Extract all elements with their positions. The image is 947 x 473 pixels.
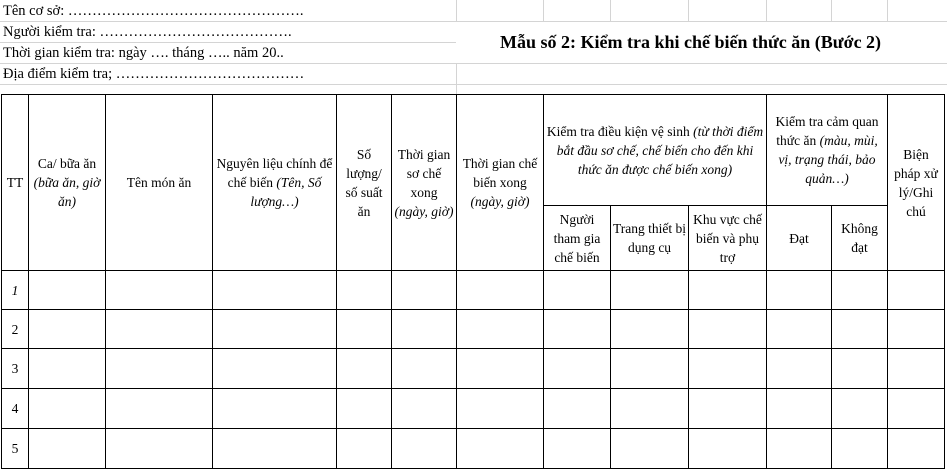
equipment-cell[interactable] xyxy=(611,389,689,429)
equipment-cell[interactable] xyxy=(611,349,689,389)
header-pass: Đạt xyxy=(767,206,832,271)
ingredient-cell[interactable] xyxy=(213,429,337,469)
meal-cell[interactable] xyxy=(29,389,106,429)
cook-time-cell[interactable] xyxy=(457,271,544,310)
dish-cell[interactable] xyxy=(106,310,213,349)
grid-line xyxy=(887,0,888,21)
grid-line xyxy=(831,0,832,21)
quantity-cell[interactable] xyxy=(337,429,392,469)
header-measures: Biện pháp xử lý/Ghi chú xyxy=(888,95,945,271)
grid-line xyxy=(456,21,947,22)
people-cell[interactable] xyxy=(544,310,611,349)
header-sensory-group: Kiểm tra cảm quan thức ăn (màu, mùi, vị, trạng thái, bảo quản…) xyxy=(767,95,888,206)
grid-line xyxy=(610,0,611,21)
header-fail: Không đạt xyxy=(832,206,888,271)
prep-time-cell[interactable] xyxy=(392,349,457,389)
header-people: Người tham gia chế biến xyxy=(544,206,611,271)
grid-line xyxy=(543,0,544,21)
meal-cell[interactable] xyxy=(29,310,106,349)
measures-cell[interactable] xyxy=(888,429,945,469)
ingredient-cell[interactable] xyxy=(213,349,337,389)
fail-cell[interactable] xyxy=(832,310,888,349)
quantity-cell[interactable] xyxy=(337,349,392,389)
inspection-location-line: Địa điểm kiểm tra; ………………………………… xyxy=(3,66,305,82)
header-cook-time: Thời gian chế biến xong (ngày, giờ) xyxy=(457,95,544,271)
grid-line xyxy=(456,0,457,21)
row-number: 3 xyxy=(2,349,29,389)
grid-line xyxy=(688,0,689,21)
measures-cell[interactable] xyxy=(888,271,945,310)
row-number: 2 xyxy=(2,310,29,349)
grid-line xyxy=(0,21,456,22)
equipment-cell[interactable] xyxy=(611,429,689,469)
header-quantity: Số lượng/ số suất ăn xyxy=(337,95,392,271)
header-prep-time: Thời gian sơ chế xong (ngày, giờ) xyxy=(392,95,457,271)
grid-line xyxy=(0,63,947,64)
prep-time-cell[interactable] xyxy=(392,271,457,310)
area-cell[interactable] xyxy=(689,271,767,310)
grid-line xyxy=(0,84,947,85)
area-cell[interactable] xyxy=(689,310,767,349)
header-dish-name: Tên món ăn xyxy=(106,95,213,271)
table-row xyxy=(2,429,945,469)
facility-name-line: Tên cơ sở: …………………………………………. xyxy=(3,3,304,19)
people-cell[interactable] xyxy=(544,271,611,310)
area-cell[interactable] xyxy=(689,429,767,469)
inspector-line: Người kiểm tra: …………………………………. xyxy=(3,24,292,40)
quantity-cell[interactable] xyxy=(337,310,392,349)
prep-time-cell[interactable] xyxy=(392,429,457,469)
inspection-table xyxy=(1,94,945,469)
dish-cell[interactable] xyxy=(106,429,213,469)
quantity-cell[interactable] xyxy=(337,389,392,429)
prep-time-cell[interactable] xyxy=(392,389,457,429)
quantity-cell[interactable] xyxy=(337,271,392,310)
fail-cell[interactable] xyxy=(832,429,888,469)
prep-time-cell[interactable] xyxy=(392,310,457,349)
pass-cell[interactable] xyxy=(767,271,832,310)
grid-line xyxy=(456,63,457,94)
dish-cell[interactable] xyxy=(106,349,213,389)
pass-cell[interactable] xyxy=(767,349,832,389)
row-number: 1 xyxy=(2,271,29,310)
table-row xyxy=(2,389,945,429)
form-title: Mẫu số 2: Kiểm tra khi chế biến thức ăn (Bước 2) xyxy=(500,32,882,52)
table-row xyxy=(2,349,945,389)
table-row xyxy=(2,271,945,310)
measures-cell[interactable] xyxy=(888,389,945,429)
inspection-time-line: Thời gian kiểm tra: ngày …. tháng ….. năm 20.. xyxy=(3,45,284,61)
cook-time-cell[interactable] xyxy=(457,349,544,389)
fail-cell[interactable] xyxy=(832,349,888,389)
header-tt: TT xyxy=(2,95,29,271)
measures-cell[interactable] xyxy=(888,310,945,349)
cook-time-cell[interactable] xyxy=(457,429,544,469)
area-cell[interactable] xyxy=(689,389,767,429)
fail-cell[interactable] xyxy=(832,271,888,310)
ingredient-cell[interactable] xyxy=(213,389,337,429)
header-area: Khu vực chế biến và phụ trợ xyxy=(689,206,767,271)
pass-cell[interactable] xyxy=(767,310,832,349)
grid-line xyxy=(0,42,456,43)
dish-cell[interactable] xyxy=(106,271,213,310)
header-meal: Ca/ bữa ăn (bữa ăn, giờ ăn) xyxy=(29,95,106,271)
equipment-cell[interactable] xyxy=(611,271,689,310)
dish-cell[interactable] xyxy=(106,389,213,429)
cook-time-cell[interactable] xyxy=(457,310,544,349)
pass-cell[interactable] xyxy=(767,429,832,469)
people-cell[interactable] xyxy=(544,389,611,429)
meal-cell[interactable] xyxy=(29,429,106,469)
meal-cell[interactable] xyxy=(29,349,106,389)
pass-cell[interactable] xyxy=(767,389,832,429)
header-hygiene-group: Kiểm tra điều kiện vệ sinh (từ thời điểm bắt đầu sơ chế, chế biến cho đến khi thức ăn được chế biến xong) xyxy=(544,95,767,206)
ingredient-cell[interactable] xyxy=(213,271,337,310)
people-cell[interactable] xyxy=(544,429,611,469)
meal-cell[interactable] xyxy=(29,271,106,310)
people-cell[interactable] xyxy=(544,349,611,389)
equipment-cell[interactable] xyxy=(611,310,689,349)
fail-cell[interactable] xyxy=(832,389,888,429)
grid-line xyxy=(766,0,767,21)
ingredient-cell[interactable] xyxy=(213,310,337,349)
row-number: 5 xyxy=(2,429,29,469)
row-number: 4 xyxy=(2,389,29,429)
table-row xyxy=(2,310,945,349)
header-equipment: Trang thiết bị dụng cụ xyxy=(611,206,689,271)
cook-time-cell[interactable] xyxy=(457,389,544,429)
measures-cell[interactable] xyxy=(888,349,945,389)
header-ingredient: Nguyên liệu chính để chế biến (Tên, Số lượng…) xyxy=(213,95,337,271)
area-cell[interactable] xyxy=(689,349,767,389)
